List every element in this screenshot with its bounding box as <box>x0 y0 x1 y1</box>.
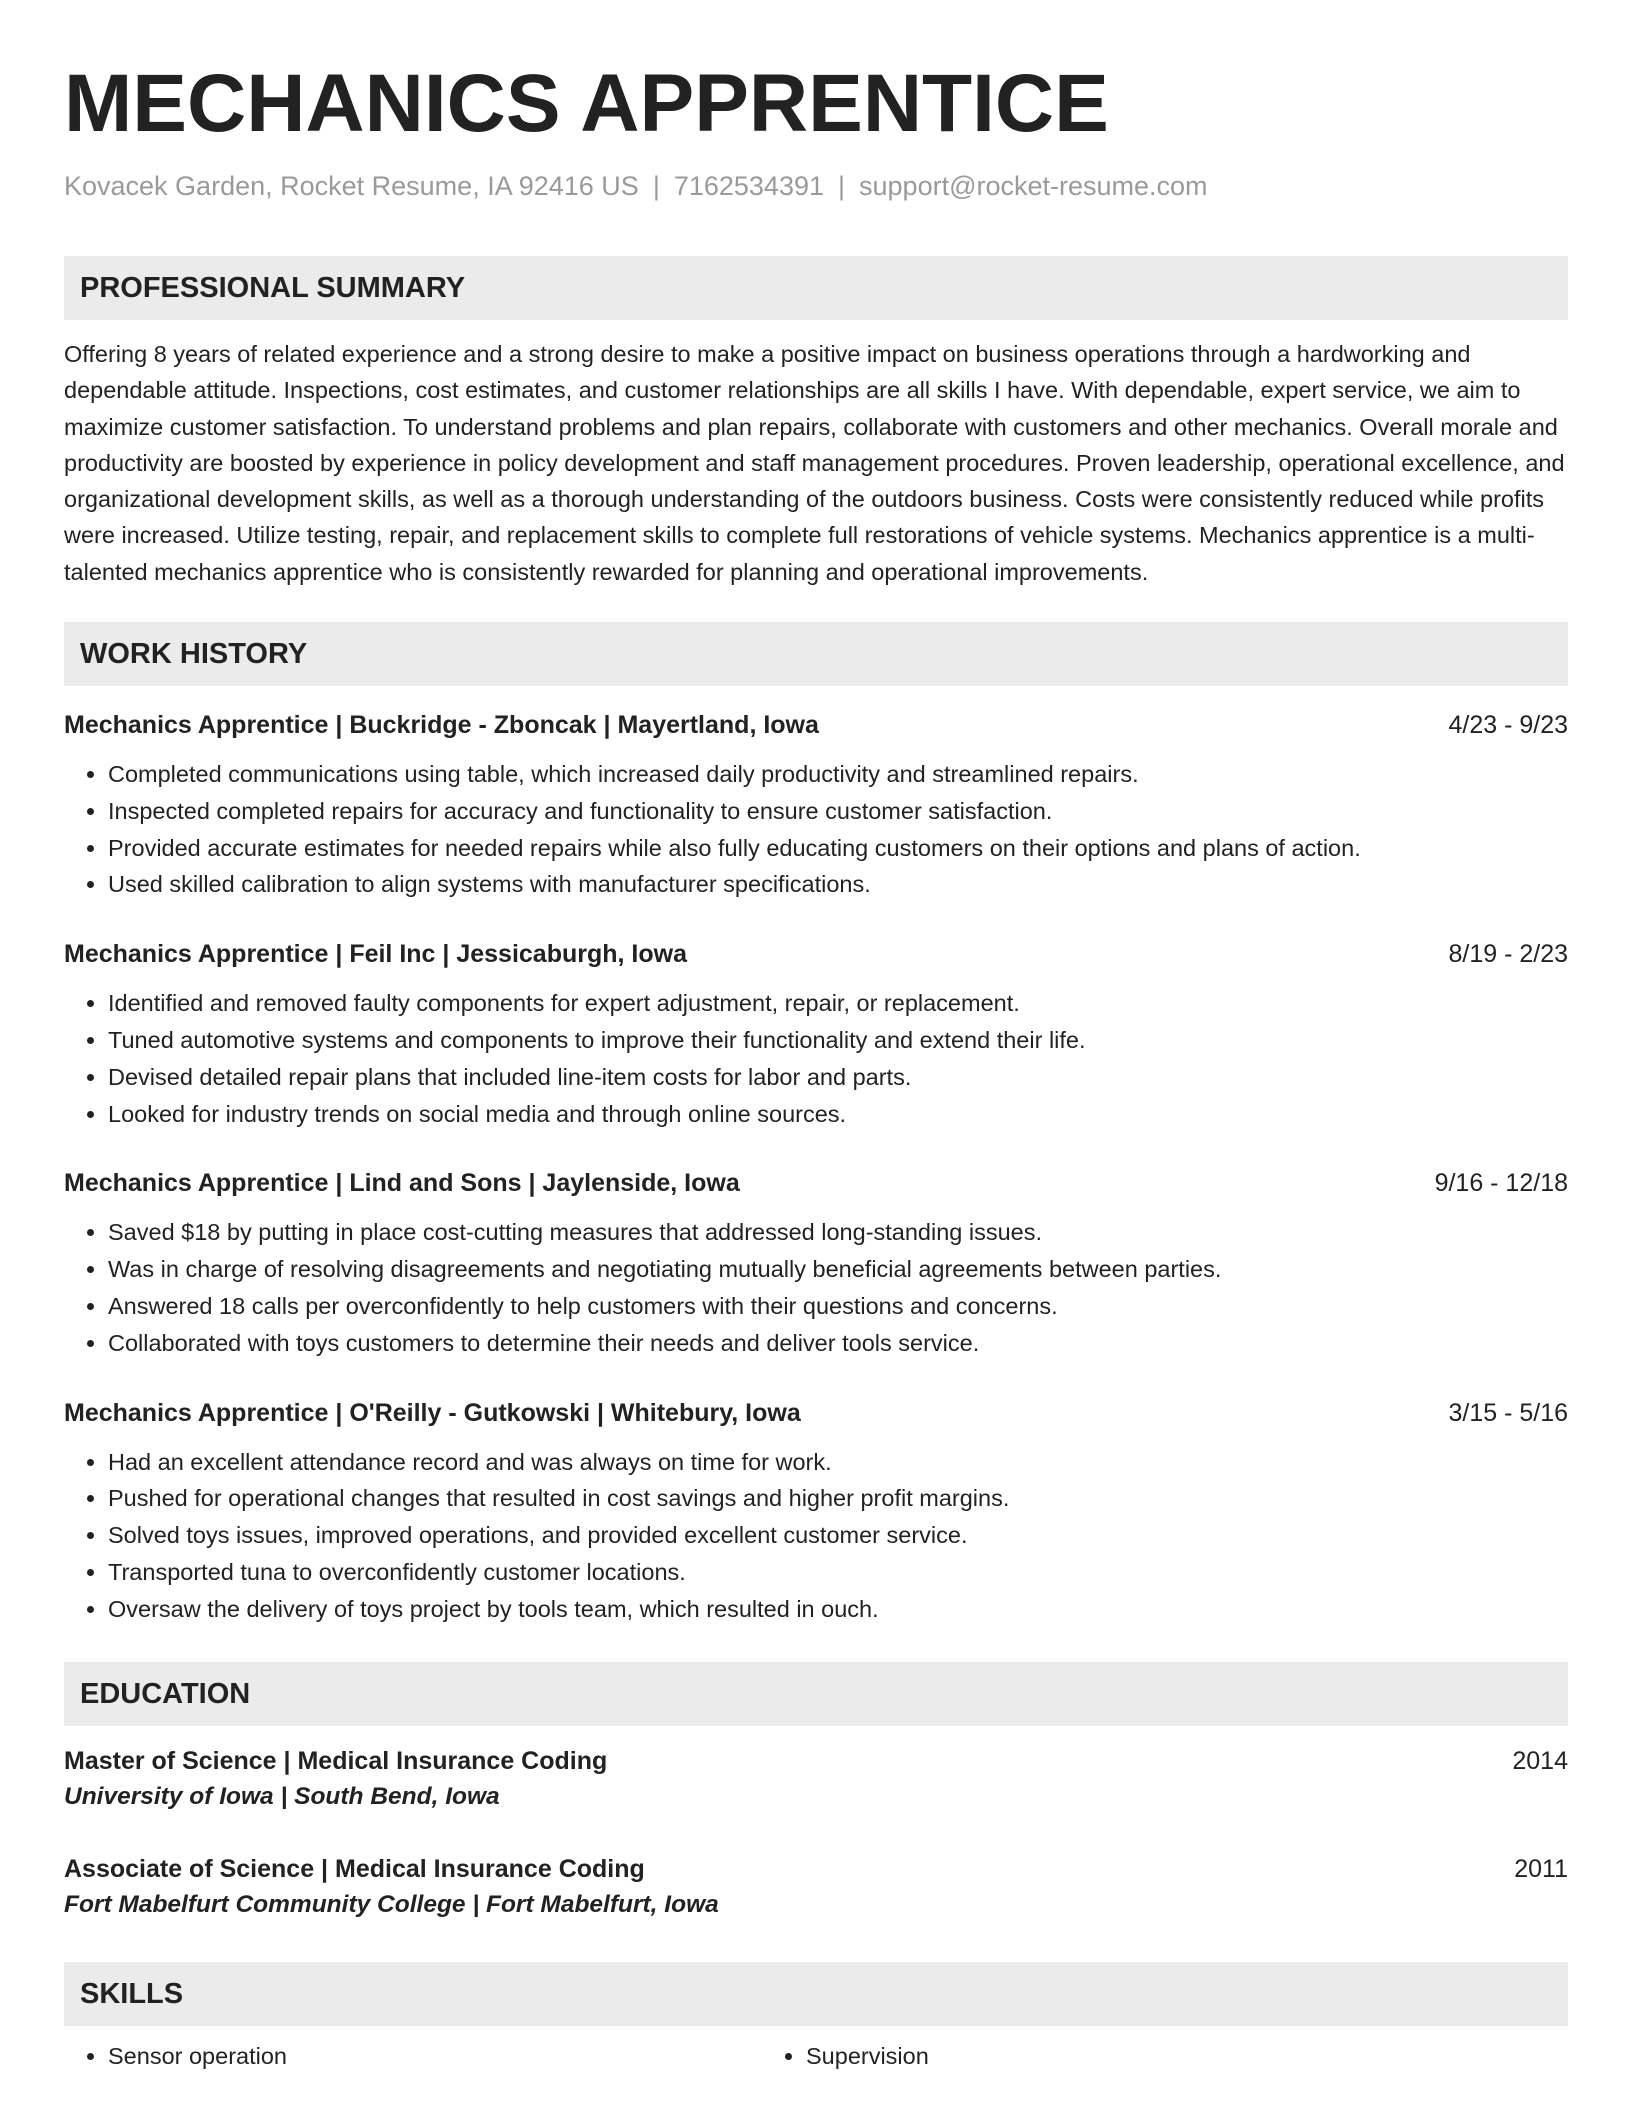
job-title: Mechanics Apprentice | Feil Inc | Jessicaburgh, Iowa <box>64 940 687 969</box>
education-year: 2011 <box>1514 1854 1568 1883</box>
contact-email: support@rocket-resume.com <box>859 171 1208 201</box>
job-bullets <box>64 1444 1568 1628</box>
job-dates: 9/16 - 12/18 <box>1434 1169 1568 1198</box>
contact-separator: | <box>838 171 846 201</box>
section-heading-education: EDUCATION <box>64 1662 1568 1726</box>
job-bullet: • Completed communications using table, which increased daily productivity and streamlined repairs. <box>108 756 1568 793</box>
job-bullet: • Oversaw the delivery of toys project by tools team, which resulted in ouch. <box>108 1591 1568 1628</box>
job-bullet: • Answered 18 calls per overconfidently to help customers with their questions and concerns. <box>108 1288 1568 1325</box>
job-bullet: • Pushed for operational changes that resulted in cost savings and higher profit margins. <box>108 1480 1568 1517</box>
section-heading-summary: PROFESSIONAL SUMMARY <box>64 256 1568 320</box>
education-school: Fort Mabelfurt Community College | Fort Mabelfurt, Iowa <box>64 1890 719 1918</box>
job-dates: 3/15 - 5/16 <box>1448 1398 1568 1427</box>
education-header <box>64 1744 1568 1778</box>
education-entry <box>64 1852 1568 1924</box>
contact-separator: | <box>652 171 660 201</box>
skill-item: • Sensor operation <box>108 2038 762 2074</box>
job-header <box>64 1166 1568 1200</box>
job-bullet: • Tuned automotive systems and components to improve their functionality and extend their life. <box>108 1022 1568 1059</box>
skills-list <box>64 2038 1568 2074</box>
section-heading-work: WORK HISTORY <box>64 622 1568 686</box>
contact-address: Kovacek Garden, Rocket Resume, IA 92416 US <box>64 171 639 201</box>
skills-column-right <box>762 2038 929 2074</box>
job-bullet: • Devised detailed repair plans that included line-item costs for labor and parts. <box>108 1059 1568 1096</box>
education-school: University of Iowa | South Bend, Iowa <box>64 1782 500 1810</box>
skills-column-left <box>64 2038 762 2074</box>
job-bullet: • Transported tuna to overconfidently customer locations. <box>108 1554 1568 1591</box>
skill-item: • Supervision <box>806 2038 929 2074</box>
job-entry <box>64 708 1568 903</box>
job-bullet: • Saved $18 by putting in place cost-cutting measures that addressed long-standing issues. <box>108 1214 1568 1251</box>
job-entry <box>64 1396 1568 1628</box>
education-year: 2014 <box>1512 1746 1568 1775</box>
job-title: Mechanics Apprentice | Buckridge - Zboncak | Mayertland, Iowa <box>64 711 819 740</box>
job-title: Mechanics Apprentice | Lind and Sons | Jaylenside, Iowa <box>64 1169 740 1198</box>
job-bullet: • Looked for industry trends on social media and through online sources. <box>108 1096 1568 1133</box>
job-entry <box>64 937 1568 1132</box>
candidate-name: MECHANICS APPRENTICE <box>64 58 1109 149</box>
job-bullet: • Provided accurate estimates for needed repairs while also fully educating customers on their options and plans of action. <box>108 830 1568 867</box>
job-header <box>64 1396 1568 1430</box>
job-bullets <box>64 1214 1568 1361</box>
education-degree: Associate of Science | Medical Insurance Coding <box>64 1854 645 1883</box>
job-header <box>64 708 1568 742</box>
job-bullet: • Used skilled calibration to align systems with manufacturer specifications. <box>108 866 1568 903</box>
summary-text: Offering 8 years of related experience and a strong desire to make a positive impact on business operations through a hardworking and dependable attitude. Inspections, cost estimates, and customer relationships are all skills I have. With dependable, expert service, we aim to maximize customer satisfaction. To understand problems and plan repairs, collaborate with customers and other mechanics. Overall morale and productivity are boosted by experience in policy development and staff management procedures. Proven leadership, operational excellence, and organizational development skills, as well as a thorough understanding of the outdoors business. Costs were consistently reduced while profits were increased. Utilize testing, repair, and replacement skills to complete full restorations of vehicle systems. Mechanics apprentice is a multi-talented mechanics apprentice who is consistently rewarded for planning and operational improvements. <box>64 341 1565 585</box>
contact-line <box>64 168 1568 204</box>
job-bullets <box>64 985 1568 1132</box>
section-heading-skills: SKILLS <box>64 1962 1568 2026</box>
job-bullet: • Inspected completed repairs for accuracy and functionality to ensure customer satisfaction. <box>108 793 1568 830</box>
job-entry <box>64 1166 1568 1361</box>
job-bullet: • Solved toys issues, improved operations, and provided excellent customer service. <box>108 1517 1568 1554</box>
job-header <box>64 937 1568 971</box>
job-dates: 8/19 - 2/23 <box>1448 940 1568 969</box>
education-header <box>64 1852 1568 1886</box>
education-entry <box>64 1744 1568 1816</box>
contact-phone: 7162534391 <box>673 171 824 201</box>
job-title: Mechanics Apprentice | O'Reilly - Gutkowski | Whitebury, Iowa <box>64 1398 801 1427</box>
job-bullets <box>64 756 1568 903</box>
education-degree: Master of Science | Medical Insurance Coding <box>64 1746 608 1775</box>
job-bullet: • Identified and removed faulty components for expert adjustment, repair, or replacement. <box>108 985 1568 1022</box>
job-bullet: • Collaborated with toys customers to determine their needs and deliver tools service. <box>108 1325 1568 1362</box>
job-bullet: • Was in charge of resolving disagreements and negotiating mutually beneficial agreements between parties. <box>108 1251 1568 1288</box>
job-dates: 4/23 - 9/23 <box>1448 711 1568 740</box>
job-bullet: • Had an excellent attendance record and was always on time for work. <box>108 1444 1568 1481</box>
